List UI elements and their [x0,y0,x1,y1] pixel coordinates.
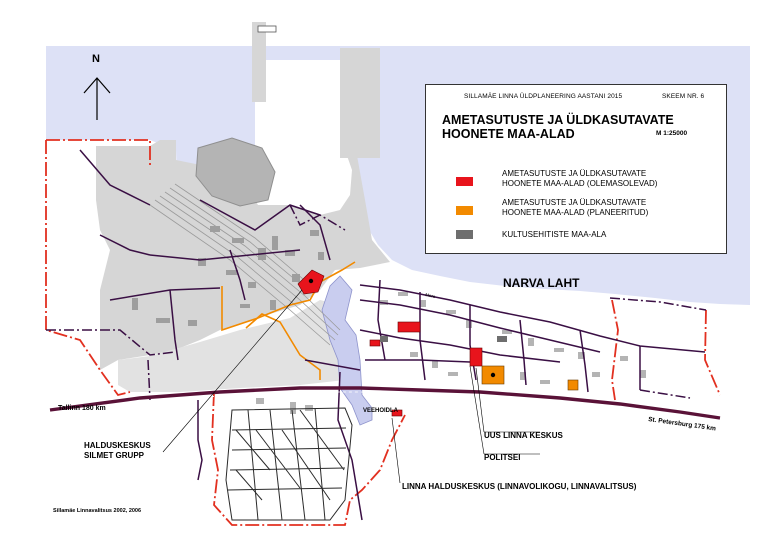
politsei-label: POLITSEI [484,453,521,462]
uus-keskus-label: UUS LINNA KESKUS [484,431,563,440]
tallinn-label: Tallinn 180 km [58,405,106,412]
legend-panel [425,84,727,254]
halduskeskus-label-1: HALDUSKESKUS [84,441,151,450]
center-marker [491,373,495,377]
legend-item-existing-line2: HOONETE MAA-ALAD (OLEMASOLEVAD) [502,179,658,188]
pier [252,22,266,102]
veehoidla-label: VEEHOIDLA [363,408,399,414]
stpetersburg-label: St. Petersburg 175 km [647,416,717,433]
legend-header-right: SKEEM NR. 6 [662,93,705,100]
legend-title-line1: AMETASUTUSTE JA ÜLDKASUTAVATE [442,113,674,127]
sea-label: NARVA LAHT [503,276,580,290]
linna-haldus-label: LINNA HALDUSKESKUS (LINNAVOLIKOGU, LINNAVALITSUS) [402,482,637,491]
legend-item-planned-line2: HOONETE MAA-ALAD (PLANEERITUD) [502,208,649,217]
legend-item-worship [502,230,606,240]
legend-title [442,113,674,141]
legend-item-planned [502,198,648,218]
footer-label: Sillamäe Linnavalitsus 2002, 2006 [53,508,142,514]
halduskeskus-label-2: SILMET GRUPP [84,451,145,460]
legend-title-line2: HOONETE MAA-ALAD [442,127,575,141]
center-marker-2 [309,279,313,283]
legend-item-planned-line1: AMETASUTUSTE JA ÜLDKASUTAVATE [502,198,647,207]
street-label: Mere [424,292,436,300]
north-label: N [92,53,100,65]
worship-sites [380,336,507,342]
legend-swatch-worship [456,230,473,239]
legend-swatch-planned [456,206,473,215]
legend-item-existing-line1: AMETASUTUSTE JA ÜLDKASUTAVATE [502,169,647,178]
legend-swatch-existing [456,177,473,186]
legend-header-left: SILLAMÄE LINNA ÜLDPLANEERING AASTANI 2015 [464,93,623,100]
pier-cap [258,26,276,32]
legend-scale: M 1:25000 [656,130,688,137]
planned-public-buildings [482,366,578,390]
legend-item-existing [502,169,657,189]
garden-plots [226,408,352,520]
legend-item-worship-line1: KULTUSEHITISTE MAA-ALA [502,230,607,239]
